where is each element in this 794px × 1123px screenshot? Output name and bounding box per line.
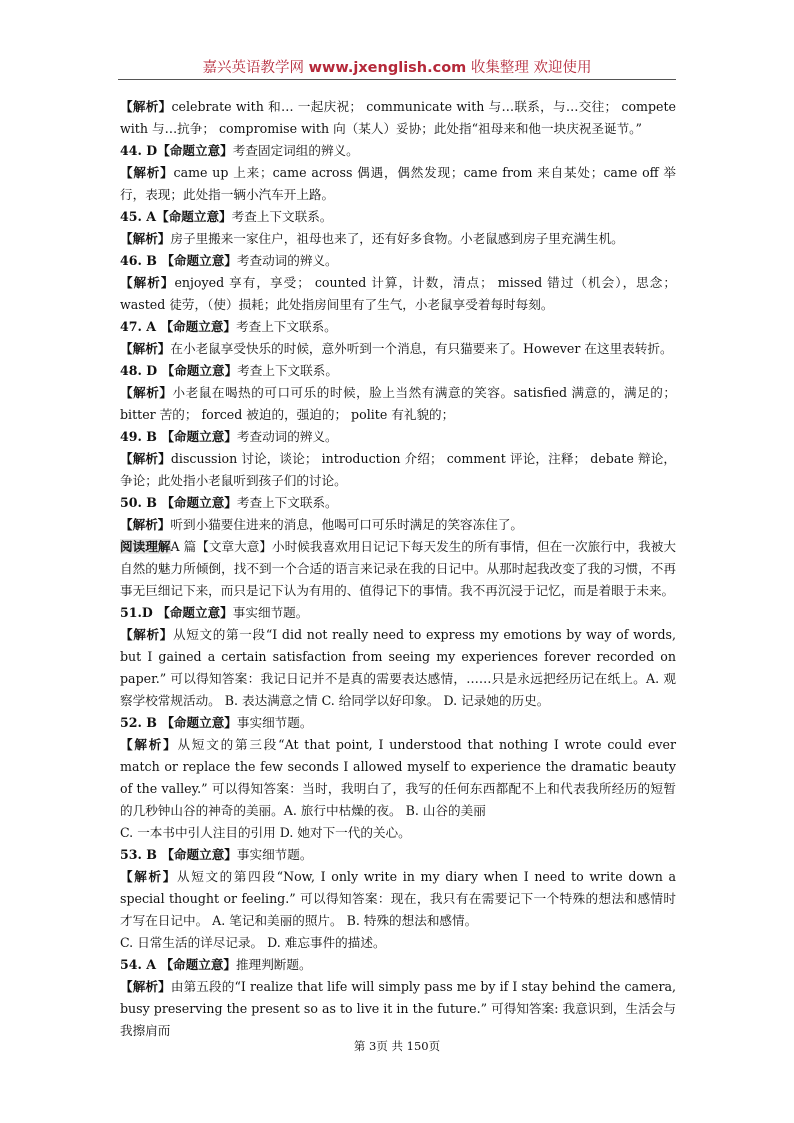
text-line: [120, 338, 676, 360]
text-line: [120, 624, 676, 712]
page-header: [118, 56, 676, 77]
line-label: 【解析】: [120, 517, 171, 532]
text-line: [120, 426, 676, 448]
line-label: 【解析】: [120, 165, 174, 180]
line-text: 考查上下文联系。: [231, 209, 333, 224]
line-text: 从短文的第一段“I did not really need to express my emotions by way of words, but I gained a certain satisfaction from seeing my experiences forever recorded on paper.” 可以得知答案：我记日记并不是真的需要表达感情，……只是永远把经历记在纸上。A. 观察学校常规活动。 B. 表达满意之情 C. 给同学以好印象。 D. 记录她的历史。: [120, 627, 677, 708]
line-text: 房子里搬来一家住户，祖母也来了，还有好多食物。小老鼠感到房子里充满生机。: [170, 231, 624, 246]
line-label: 53. B 【命题立意】: [120, 847, 237, 862]
line-label: 【解析】: [120, 341, 171, 356]
line-text: 事实细节题。: [236, 847, 313, 862]
text-line: [120, 822, 676, 844]
line-label: 46. B 【命题立意】: [120, 253, 237, 268]
line-text: 在小老鼠享受快乐的时候，意外听到一个消息，有只猫要来了。However 在这里表转折。: [170, 341, 673, 356]
line-text: C. 日常生活的详尽记录。 D. 难忘事件的描述。: [120, 935, 386, 950]
line-label: 【解析】: [120, 869, 177, 884]
text-line: [120, 316, 676, 338]
line-text: 听到小猫要住进来的消息，他喝可口可乐时满足的笑容冻住了。: [170, 517, 523, 532]
header-tagline: 收集整理 欢迎使用: [470, 60, 592, 76]
line-text: 从短文的第四段“Now, I only write in my diary when I need to write down a special thought or feeling.” 可以得知答案：现在，我只有在需要记下一个特殊的想法和感情时才写在日记中。 A. 笔记和美丽的照片。 B. 特殊的想法和感情。: [120, 869, 677, 928]
line-label: 52. B 【命题立意】: [120, 715, 237, 730]
line-text: A 篇【文章大意】小时候我喜欢用日记记下每天发生的所有事情，但在一次旅行中，我被大自然的魅力所倾倒，找不到一个合适的语言来记录在我的日记中。从那时起我改变了我的习惯，不再事无巨细记下来，而只是记下认为有用的、值得记下的事情。我不再沉浸于记忆，而是着眼于未来。: [120, 539, 677, 598]
text-line: [120, 602, 676, 624]
text-line: [120, 228, 676, 250]
line-label: 【解析】: [120, 737, 178, 752]
text-line: [120, 866, 676, 932]
header-site-name: 嘉兴英语教学网: [202, 60, 304, 76]
page-footer: 第 3页 共 150页: [353, 1039, 441, 1053]
section-label-reading: 阅读理解: [120, 539, 171, 554]
text-line: [120, 932, 676, 954]
header-url[interactable]: www.jxenglish.com: [308, 60, 467, 76]
line-label: 【解析】: [120, 275, 175, 290]
line-label: 54. A 【命题立意】: [120, 957, 237, 972]
text-line: [120, 492, 676, 514]
header-divider: [118, 79, 676, 80]
text-line: [120, 250, 676, 272]
line-label: 45. A【命题立意】: [120, 209, 232, 224]
text-line: [120, 206, 676, 228]
text-line: [120, 536, 676, 602]
line-label: 50. B 【命题立意】: [120, 495, 237, 510]
line-text: celebrate with 和… 一起庆祝； communicate with 与…联系，与…交往； compete with 与…抗争； compromise with 向（某人）妥协；此处指“祖母来和他一块庆祝圣诞节。”: [120, 99, 676, 136]
text-line: [120, 140, 676, 162]
line-text: 事实细节题。: [236, 715, 313, 730]
text-line: [120, 448, 676, 492]
line-label: 44. D【命题立意】: [120, 143, 233, 158]
line-label: 【解析】: [120, 979, 171, 994]
line-text: 考查固定词组的辨义。: [232, 143, 359, 158]
line-text: 小老鼠在喝热的可口可乐的时候，脸上当然有满意的笑容。satisfied 满意的，满足的； bitter 苦的； forced 被迫的，强迫的； polite 有礼貌的；: [120, 385, 676, 422]
line-label: 49. B 【命题立意】: [120, 429, 237, 444]
text-line: [120, 272, 676, 316]
line-label: 51.D 【命题立意】: [120, 605, 233, 620]
line-text: enjoyed 享有，享受； counted 计算，计数，清点； missed 错过（机会），思念； wasted 徒劳，（使）损耗；此处指房间里有了生气，小老鼠享受着每时每刻。: [120, 275, 676, 312]
line-text: 事实细节题。: [232, 605, 309, 620]
text-line: [120, 514, 676, 536]
line-text: C. 一本书中引人注目的引用 D. 她对下一代的关心。: [120, 825, 411, 840]
text-line: [120, 734, 676, 822]
line-text: 考查上下文联系。: [236, 495, 338, 510]
document-body: [120, 96, 676, 1042]
line-text: 考查动词的辨义。: [236, 429, 338, 444]
line-label: 【解析】: [120, 451, 171, 466]
text-line: [120, 844, 676, 866]
text-line: [120, 96, 676, 140]
line-label: 【解析】: [120, 231, 171, 246]
text-line: [120, 360, 676, 382]
line-text: 考查上下文联系。: [237, 363, 338, 378]
line-text: came up 上来；came across 偶遇，偶然发现；came from 来自某处；came off 举行，表现；此处指一辆小汽车开上路。: [120, 165, 676, 202]
line-label: 【解析】: [120, 99, 172, 114]
line-text: 由第五段的“I realize that life will simply pass me by if I stay behind the camera, busy preserving the present so as to live it in the future.” 可得知答案: 我意识到，生活会与我擦肩而: [120, 979, 677, 1038]
line-text: 从短文的第三段“At that point, I understood that nothing I wrote could ever match or replace the few seconds I allowed myself to experience the dramatic beauty of the valley.” 可以得知答案：当时，我明白了，我写的任何东西都配不上和代表我所经历的短暂的几秒钟山谷的神奇的美丽。A. 旅行中枯燥的夜。 B. 山谷的美丽: [120, 737, 677, 818]
line-text: 考查上下文联系。: [236, 319, 337, 334]
line-label: 48. D 【命题立意】: [120, 363, 238, 378]
line-label: 47. A 【命题立意】: [120, 319, 237, 334]
line-label: 【解析】: [120, 627, 174, 642]
line-text: 推理判断题。: [236, 957, 312, 972]
line-text: 考查动词的辨义。: [236, 253, 338, 268]
text-line: [120, 382, 676, 426]
text-line: [120, 712, 676, 734]
text-line: [120, 954, 676, 976]
line-label: 【解析】: [120, 385, 173, 400]
text-line: [120, 162, 676, 206]
line-text: discussion 讨论，谈论； introduction 介绍； comment 评论，注释； debate 辩论，争论；此处指小老鼠听到孩子们的讨论。: [120, 451, 677, 488]
text-line: [120, 976, 676, 1042]
